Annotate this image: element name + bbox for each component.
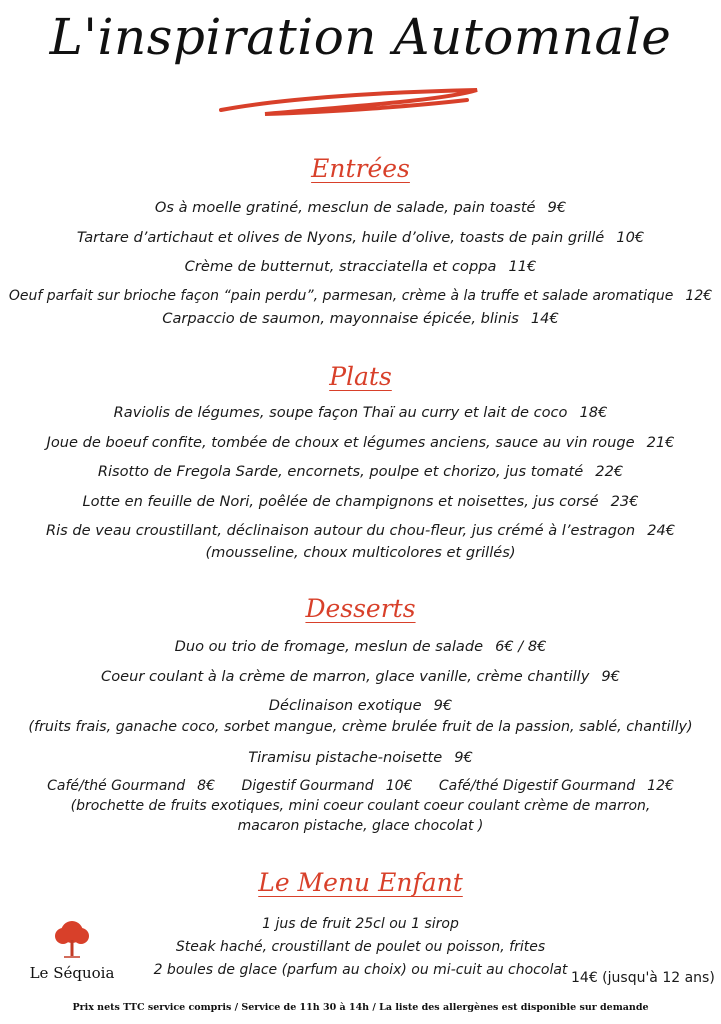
item-price: 14€ [530,310,559,327]
menu-item: Raviolis de légumes, soupe façon Thaï au curry et lait de coco 18€ [113,404,608,421]
item-price: 21€ [646,434,675,451]
gourmand-row [0,778,721,794]
kids-menu-item: 2 boules de glace (parfum au choix) ou mi-cuit au chocolat [153,962,568,978]
item-price: 9€ [433,697,453,714]
menu-item: Carpaccio de saumon, mayonnaise épicée, blinis 14€ [162,310,559,327]
menu-item: Oeuf parfait sur brioche façon “pain perdu”, parmesan, crème à la truffe et salade aromatique 12€ [8,288,713,304]
gourmand-note: macaron pistache, glace chocolat ) [237,818,484,834]
kids-menu-price: 14€ (jusqu'à 12 ans) [571,970,715,986]
menu-item: Os à moelle gratiné, mesclun de salade, pain toasté 9€ [154,199,567,216]
gourmand-item: Café/thé Gourmand [47,778,186,794]
footer-note: Prix nets TTC service compris / Service de 11h 30 à 14h / La liste des allergènes est disponible sur demande [72,1002,649,1013]
menu-item: Ris de veau croustillant, déclinaison autour du chou-fleur, jus crémé à l’estragon 24€ [45,522,676,539]
section-heading-plats: Plats [329,362,392,391]
item-price: 9€ [601,668,620,685]
gourmand-item: Digestif Gourmand [241,778,374,794]
item-price: 11€ [508,258,537,275]
menu-item: Coeur coulant à la crème de marron, glace vanille, crème chantilly 9€ [101,668,620,685]
menu-item: Déclinaison exotique 9€ [268,697,453,714]
menu-item: Duo ou trio de fromage, meslun de salade 6€ / 8€ [174,638,547,655]
menu-item: Lotte en feuille de Nori, poêlée de champignons et noisettes, jus corsé 23€ [82,493,639,510]
menu-item: Tartare d’artichaut et olives de Nyons, huile d’olive, toasts de pain grillé 10€ [76,229,645,246]
section-heading-menu-enfant: Le Menu Enfant [258,868,463,897]
restaurant-name: Le Séquoia [29,964,115,982]
item-price: 12€ [685,288,713,304]
gourmand-item: Café/thé Digestif Gourmand [438,778,636,794]
menu-item: Tiramisu pistache-noisette 9€ [248,749,473,766]
item-price: 24€ [647,522,676,539]
item-note: (mousseline, choux multicolores et grillés) [205,544,516,561]
item-price: 18€ [579,404,608,421]
item-price: 12€ [647,778,674,794]
item-price: 10€ [385,778,413,794]
item-price: 9€ [454,749,473,766]
section-heading-entrees: Entrées [311,154,410,183]
item-price: 6€ / 8€ [495,638,547,655]
tree-icon [52,918,92,958]
restaurant-logo [24,918,120,982]
menu-title: L'inspiration Automnale [49,8,672,66]
menu-item: Risotto de Fregola Sarde, encornets, poulpe et chorizo, jus tomaté 22€ [97,463,624,480]
item-price: 8€ [197,778,215,794]
menu-item: Crème de butternut, stracciatella et coppa 11€ [184,258,537,275]
gourmand-note: (brochette de fruits exotiques, mini coeur coulant coeur coulant crème de marron, [70,798,651,814]
item-price: 23€ [610,493,639,510]
item-price: 10€ [616,229,645,246]
kids-menu-item: 1 jus de fruit 25cl ou 1 sirop [262,916,459,932]
section-heading-desserts: Desserts [305,594,416,623]
kids-menu-item: Steak haché, croustillant de poulet ou poisson, frites [175,939,546,955]
menu-item: Joue de boeuf confite, tombée de choux et légumes anciens, sauce au vin rouge 21€ [46,434,675,451]
item-note: (fruits frais, ganache coco, sorbet mangue, crème brulée fruit de la passion, sablé, chantilly) [28,719,693,735]
item-price: 9€ [547,199,567,216]
title-swash-decoration [215,84,485,122]
item-price: 22€ [595,463,624,480]
